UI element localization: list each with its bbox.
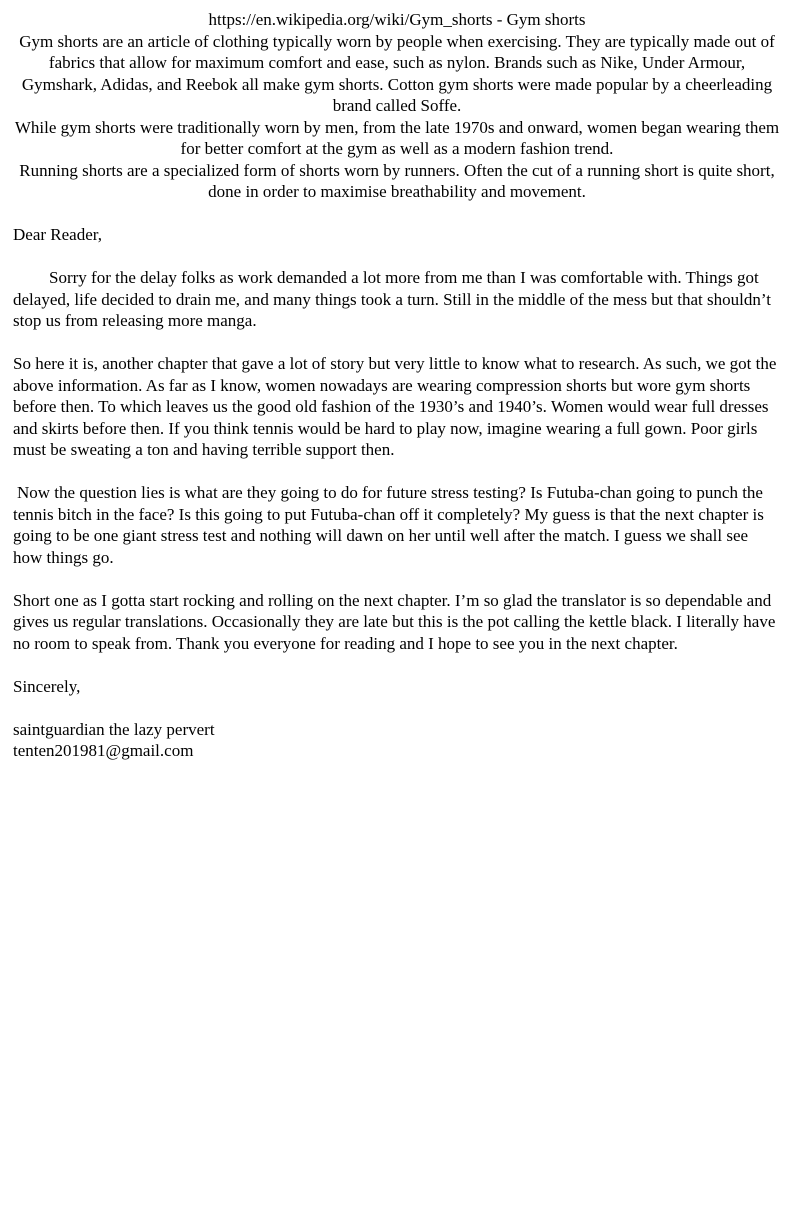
source-line	[13, 9, 781, 31]
signature-name: saintguardian the lazy pervert	[13, 719, 215, 739]
letter-paragraph: Now the question lies is what are they going to do for future stress testing? Is Futuba-chan going to punch the tennis bitch in the face? Is this going to put Futuba-chan off it completely? My guess is that the next chapter is going to be one giant stress test and nothing will dawn on her until well after the match. I guess we shall see how things go.	[13, 483, 764, 567]
letter-body	[13, 224, 781, 762]
source-title: Gym shorts	[506, 10, 586, 29]
document-page	[13, 9, 781, 762]
letter-paragraph: Sorry for the delay folks as work demanded a lot more from me than I was comfortable with. Things got delayed, life decided to drain me, and many things took a turn. Still in the middle of the mess but that shouldn’t stop us from releasing more manga.	[13, 268, 771, 330]
letter-closing: Sincerely,	[13, 676, 81, 696]
source-url: https://en.wikipedia.org/wiki/Gym_shorts	[208, 10, 493, 29]
info-paragraph: Gym shorts are an article of clothing typically worn by people when exercising. They are typically made out of fabrics that allow for maximum comfort and ease, such as nylon. Brands such as Nike, Under Armour, Gymshark, Adidas, and Reebok all make gym shorts. Cotton gym shorts were made popular by a cheerleading brand called Soffe.	[19, 31, 775, 115]
source-separator: -	[492, 10, 507, 29]
signature-email: tenten201981@gmail.com	[13, 741, 194, 760]
letter-greeting: Dear Reader,	[13, 225, 102, 244]
info-paragraph: While gym shorts were traditionally worn by men, from the late 1970s and onward, women began wearing them for better comfort at the gym as well as a modern fashion trend.	[14, 117, 780, 158]
signature-block	[13, 719, 781, 762]
source-info-block	[13, 9, 781, 203]
letter-paragraph: So here it is, another chapter that gave a lot of story but very little to know what to research. As such, we got the above information. As far as I know, women nowadays are wearing compression shorts but wore gym shorts before then. To which leaves us the good old fashion of the 1930’s and 1940’s. Women would wear full dresses and skirts before then. If you think tennis would be hard to play now, imagine wearing a full gown. Poor girls must be sweating a ton and having terrible support then.	[13, 354, 777, 459]
letter-paragraph: Short one as I gotta start rocking and rolling on the next chapter. I’m so glad the translator is so dependable and gives us regular translations. Occasionally they are late but this is the pot calling the kettle black. I literally have no room to speak from. Thank you everyone for reading and I hope to see you in the next chapter.	[13, 590, 776, 653]
info-paragraph: Running shorts are a specialized form of shorts worn by runners. Often the cut of a running short is quite short, done in order to maximise breathability and movement.	[19, 160, 775, 201]
